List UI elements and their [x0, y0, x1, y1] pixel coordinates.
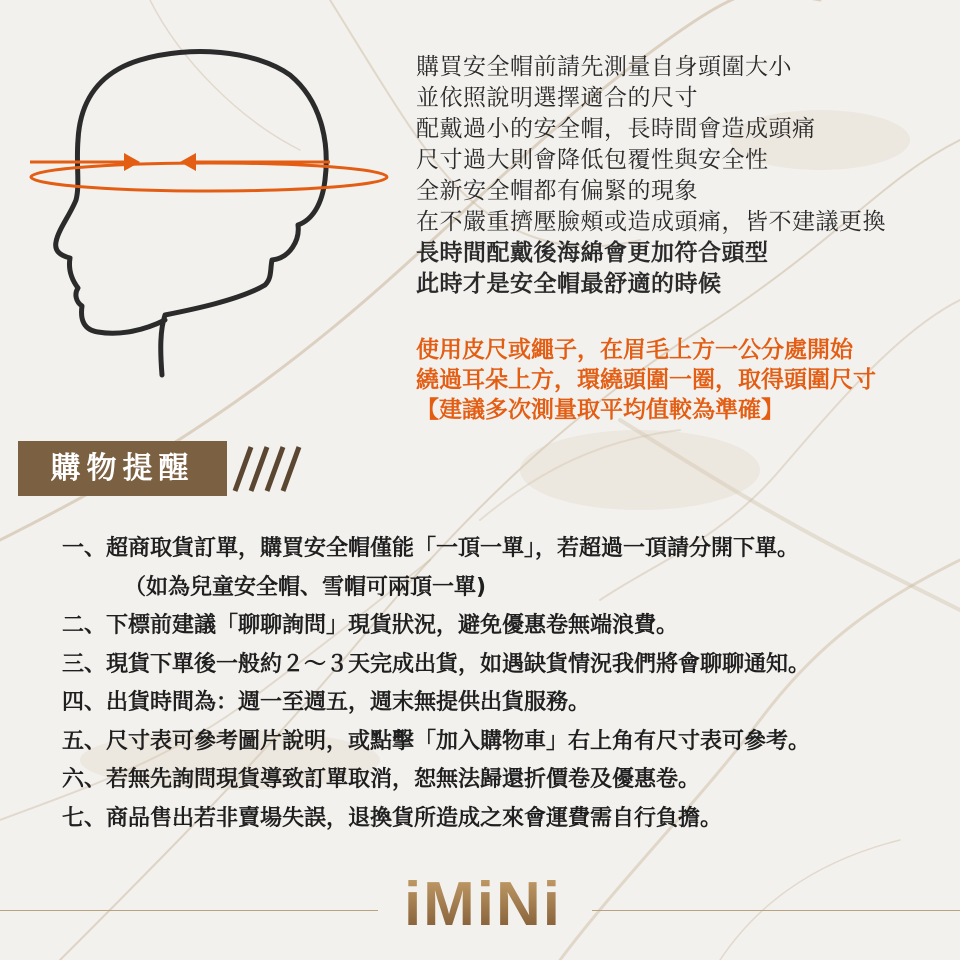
note-item: 六、若無先詢問現貨導致訂單取消，恕無法歸還折價卷及優惠卷。 [62, 767, 701, 792]
note-item: 四、出貨時間為：週一至週五，週末無提供出貨服務。 [62, 690, 591, 715]
intro-line-emphasis: 長時間配戴後海綿會更加符合頭型 [416, 240, 769, 266]
note-item: 五、尺寸表可參考圖片說明，或點擊「加入購物車」右上角有尺寸表可參考。 [62, 728, 811, 754]
note-item-sub: （如為兒童安全帽、雪帽可兩頂一單) [124, 574, 487, 600]
intro-line: 並依照說明選擇適合的尺寸 [416, 85, 698, 111]
section-title: 購物提醒 [50, 451, 195, 486]
guide-line: 繞過耳朵上方，環繞頭圍一圈，取得頭圍尺寸 [416, 367, 876, 393]
intro-line: 配戴過小的安全帽，長時間會造成頭痛 [416, 116, 816, 142]
intro-line-emphasis: 此時才是安全帽最舒適的時候 [416, 271, 722, 297]
intro-line: 尺寸過大則會降低包覆性與安全性 [416, 147, 769, 173]
notes-list [62, 530, 952, 838]
measure-guide [416, 335, 956, 425]
guide-line: 使用皮尺或繩子，在眉毛上方一公分處開始 [416, 337, 853, 363]
brand-logo [393, 867, 573, 937]
note-item: 三、現貨下單後一般約２～３天完成出貨，如遇缺貨情況我們將會聊聊通知。 [62, 651, 811, 677]
brand-name: iMiNi [403, 870, 563, 937]
slash-decor-icon [231, 441, 311, 496]
guide-line: 【建議多次測量取平均值較為準確】 [416, 397, 784, 423]
head-profile-icon [0, 30, 400, 390]
intro-line: 購買安全帽前請先測量自身頭圍大小 [416, 54, 792, 80]
intro-text-block [416, 52, 956, 300]
footer-divider-right [592, 910, 960, 911]
note-item: 七、商品售出若非賣場失誤，退換貨所造成之來會運費需自行負擔。 [62, 805, 723, 831]
note-item: 一、超商取貨訂單，購買安全帽僅能「一頂一單」，若超過一頂請分開下單。 [62, 536, 800, 561]
note-item: 二、下標前建議「聊聊詢問」現貨狀況，避免優惠卷無端浪費。 [62, 613, 679, 638]
footer-divider-left [0, 910, 378, 911]
intro-line: 在不嚴重擠壓臉頰或造成頭痛，皆不建議更換 [416, 209, 886, 235]
intro-line: 全新安全帽都有偏緊的現象 [416, 178, 698, 204]
